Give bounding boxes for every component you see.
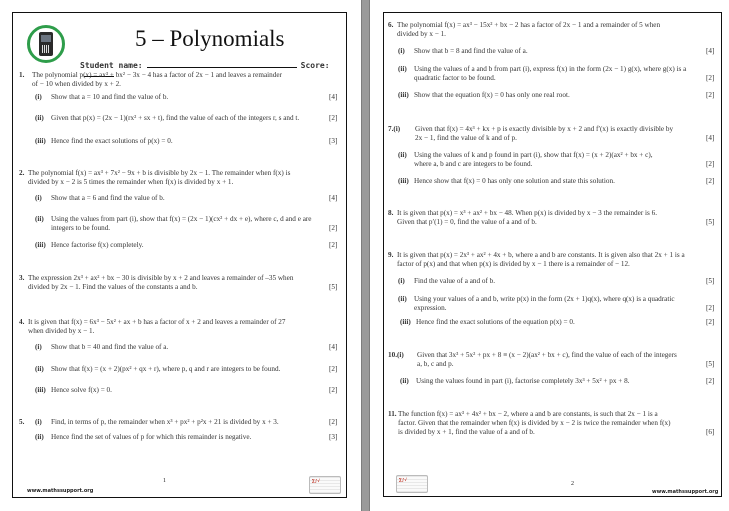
marks: [5] — [706, 218, 715, 226]
marks: [5] — [329, 283, 338, 291]
marks: [4] — [706, 47, 715, 55]
score-label: Score: — [300, 61, 330, 70]
marks: [2] — [706, 177, 715, 185]
marks: [4] — [706, 134, 715, 142]
page-number: 2 — [571, 481, 574, 487]
page-2 — [371, 0, 729, 511]
marks: [2] — [329, 386, 338, 394]
page-title: 5 – Polynomials — [135, 26, 285, 51]
mathssupport-stamp-icon: ∑∫√ — [309, 476, 341, 494]
page-number: 1 — [163, 478, 166, 484]
marks: [6] — [706, 428, 715, 436]
marks: [4] — [329, 343, 338, 351]
marks: [2] — [329, 365, 338, 373]
page-1-frame: 5 – Polynomials Student name: Score: 1. The polynomial p(x) = ax³ + bx² − 3x − 4 has a factor of 2x − 1 and leaves a remainder of − 10 when divided by x + 2. (i) Show that a = 10 and find the value of b. [4] (ii) Given that p(x) = (2x − 1)(rx² + sx + t), find the value of each of the integers r, s and t. [2] (iii) Hence find the exact solutions of p(x) = 0. [3] 2. The polynomial f(x) = ax³ + 7x² − 9x + b is divisible by 2x − 1. The remainder when f(x) is divided by x − 2 is 5 times the remainder when f(x) is divided by x + 1. (i) Show that a = 6 and find the value of b. [4] (ii) Using the values from part (i), show that f(x) = (2x − 1)(cx² + dx + e), where c, d and e are integers to be found. [2] (iii) Hence factorise f(x) completely. [2] 3. The expression 2x³ + ax² + bx − 30 is divisible by x + 2 and leaves a remainder of –35 when divided by 2x − 1. Find the values of the constants a and b. [5] 4. It is given that f(x) = 6x³ − 5x² + ax + b has a factor of x + 2 and leaves a remainder of 27 when divided by x − 1. (i) Show that b = 40 and find the value of a. [4] (ii) Show that f(x) = (x + 2)(px² + qx + r), where p, q and r are integers to be found. [2] (iii) Hence solve f(x) = 0. [2] 5. (i) Find, in terms of p, the remainder when x³ + px² + p²x + 21 is divided by x + 3. [2] (ii) Hence find the set of values of p for which this remainder is negative. [3] 1 www.mathssupport.org ∑∫√ — [12, 12, 347, 498]
marks: [2] — [706, 160, 715, 168]
footer-url: www.mathssupport.org — [652, 489, 719, 495]
marks: [2] — [706, 91, 715, 99]
marks: [2] — [706, 377, 715, 385]
calculator-logo-icon — [27, 25, 65, 63]
student-name-field — [147, 67, 297, 68]
marks: [2] — [706, 304, 715, 312]
marks: [3] — [329, 137, 338, 145]
marks: [5] — [706, 360, 715, 368]
marks: [4] — [329, 93, 338, 101]
marks: [2] — [706, 74, 715, 82]
footer-url: www.mathssupport.org — [27, 488, 94, 494]
page-1 — [0, 0, 358, 511]
marks: [3] — [329, 433, 338, 441]
marks: [2] — [329, 114, 338, 122]
marks: [5] — [706, 277, 715, 285]
mathssupport-stamp-icon: ∑∫√ — [396, 475, 428, 493]
page-2-frame: 6. The polynomial f(x) = ax³ − 15x² + bx − 2 has a factor of 2x − 1 and a remainder of 5 when divided by x − 1. (i) Show that b = 8 and find the value of a. [4] (ii) Using the values of a and b from part (i), express f(x) in the form (2x − 1) g(x), where g(x) is a quadratic factor to be found. [2] (iii) Show that the equation f(x) = 0 has only one real root. [2] 7.(i) Given that f(x) = 4x³ + kx + p is exactly divisible by x + 2 and f′(x) is exactly divisible by 2x − 1, find the value of k and of p. [4] (ii) Using the values of k and p found in part (i), show that f(x) = (x + 2)(ax² + bx + c), where a, b and c are integers to be found. [2] (iii) Hence show that f(x) = 0 has only one solution and state this solution. [2] 8. It is given that p(x) = x³ + ax² + bx − 48. When p(x) is divided by x − 3 the remainder is 6. Given that p′(1) = 0, find the value of a and of b. [5] 9. It is given that p(x) = 2x³ + ax² + 4x + b, where a and b are constants. It is given also that 2x + 1 is a factor of p(x) and that when p(x) is divided by x − 1 there is a remainder of − 12. (i) Find the value of a and of b. [5] (ii) Using your values of a and b, write p(x) in the form (2x + 1)q(x), where q(x) is a quadratic expression. [2] (iii) Hence find the exact solutions of the equation p(x) = 0. [2] 10.(i) Given that 3x³ + 5x² + px + 8 ≡ (x − 2)(ax² + bx + c), find the value of each of the integers a, b, c and p. [5] (ii) Using the values found in part (i), factorise completely 3x³ + 5x² + px + 8. [2] 11. The function f(x) = ax³ + 4x² + bx − 2, where a and b are constants, is such that 2x − 1 is a factor. Given that the remainder when f(x) is divided by x − 2 is twice the remainder when f(x) is divided by x + 1, find the value of a and of b. [6] ∑∫√ 2 www.mathssupport.org — [383, 12, 722, 497]
marks: [2] — [329, 418, 338, 426]
marks: [2] — [329, 224, 338, 232]
marks: [2] — [706, 318, 715, 326]
student-name-label: Student name: — [80, 61, 143, 70]
marks: [2] — [329, 241, 338, 249]
page-divider — [358, 0, 371, 511]
marks: [4] — [329, 194, 338, 202]
